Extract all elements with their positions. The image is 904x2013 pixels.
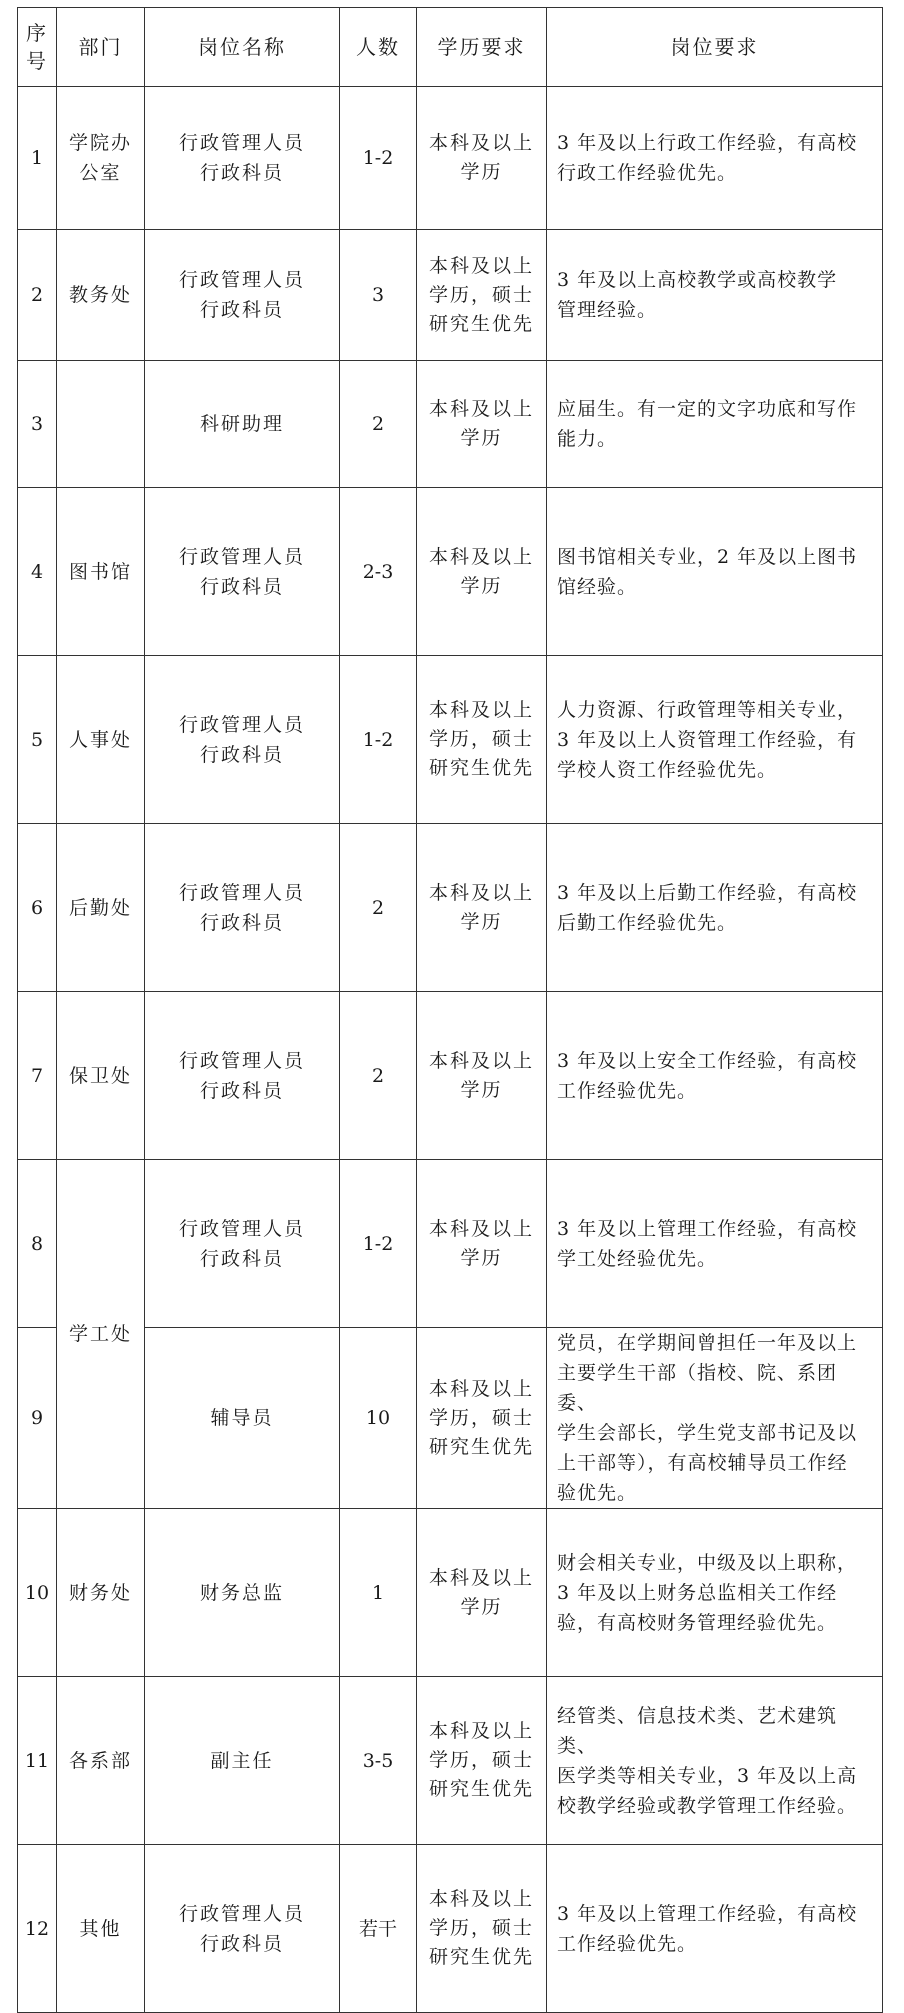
cell-count: 若干 — [340, 1845, 417, 2013]
header-education: 学历要求 — [417, 8, 547, 87]
cell-position: 财务总监 — [145, 1509, 340, 1677]
cell-requirements: 经管类、信息技术类、艺术建筑类、 医学类等相关专业，3 年及以上高 校教学经验或教学管理工作经验。 — [547, 1677, 883, 1845]
header-dept: 部门 — [57, 8, 145, 87]
cell-education: 本科及以上 学历 — [417, 361, 547, 488]
cell-index: 7 — [18, 992, 57, 1160]
cell-dept: 财务处 — [57, 1509, 145, 1677]
cell-position: 行政管理人员 行政科员 — [145, 230, 340, 361]
cell-index: 6 — [18, 824, 57, 992]
cell-index: 2 — [18, 230, 57, 361]
cell-position: 行政管理人员 行政科员 — [145, 87, 340, 230]
cell-dept: 教务处 — [57, 230, 145, 361]
cell-education: 本科及以上 学历，硕士 研究生优先 — [417, 230, 547, 361]
cell-count: 3 — [340, 230, 417, 361]
cell-position: 科研助理 — [145, 361, 340, 488]
cell-education: 本科及以上 学历，硕士 研究生优先 — [417, 1677, 547, 1845]
table-row — [18, 1328, 883, 1509]
header-index: 序号 — [18, 8, 57, 87]
table-row — [18, 87, 883, 230]
table-row — [18, 488, 883, 656]
cell-count: 10 — [340, 1328, 417, 1509]
cell-index: 9 — [18, 1328, 57, 1509]
cell-education: 本科及以上 学历，硕士 研究生优先 — [417, 656, 547, 824]
cell-count: 2 — [340, 361, 417, 488]
cell-position: 行政管理人员 行政科员 — [145, 656, 340, 824]
cell-count: 1-2 — [340, 1160, 417, 1328]
header-position: 岗位名称 — [145, 8, 340, 87]
cell-index: 11 — [18, 1677, 57, 1845]
cell-dept: 人事处 — [57, 656, 145, 824]
cell-count: 2-3 — [340, 488, 417, 656]
cell-dept — [57, 361, 145, 488]
cell-requirements: 3 年及以上安全工作经验，有高校 工作经验优先。 — [547, 992, 883, 1160]
cell-position: 行政管理人员 行政科员 — [145, 488, 340, 656]
cell-dept: 后勤处 — [57, 824, 145, 992]
header-count: 人数 — [340, 8, 417, 87]
cell-position: 行政管理人员 行政科员 — [145, 992, 340, 1160]
cell-position: 副主任 — [145, 1677, 340, 1845]
cell-education: 本科及以上 学历 — [417, 1509, 547, 1677]
cell-education: 本科及以上 学历 — [417, 824, 547, 992]
cell-count: 2 — [340, 824, 417, 992]
cell-dept: 其他 — [57, 1845, 145, 2013]
cell-requirements: 财会相关专业，中级及以上职称， 3 年及以上财务总监相关工作经 验，有高校财务管理经验优先。 — [547, 1509, 883, 1677]
table-row — [18, 656, 883, 824]
cell-requirements: 人力资源、行政管理等相关专业， 3 年及以上人资管理工作经验，有 学校人资工作经验优先。 — [547, 656, 883, 824]
cell-position: 辅导员 — [145, 1328, 340, 1509]
cell-education: 本科及以上 学历 — [417, 488, 547, 656]
cell-education: 本科及以上 学历 — [417, 992, 547, 1160]
recruitment-table — [17, 7, 883, 2013]
cell-education: 本科及以上 学历，硕士 研究生优先 — [417, 1328, 547, 1509]
cell-index: 4 — [18, 488, 57, 656]
table-row — [18, 1509, 883, 1677]
cell-dept: 图书馆 — [57, 488, 145, 656]
cell-requirements: 3 年及以上后勤工作经验，有高校 后勤工作经验优先。 — [547, 824, 883, 992]
table-row — [18, 1845, 883, 2013]
cell-requirements: 3 年及以上行政工作经验，有高校 行政工作经验优先。 — [547, 87, 883, 230]
cell-count: 1-2 — [340, 87, 417, 230]
cell-education: 本科及以上 学历，硕士 研究生优先 — [417, 1845, 547, 2013]
table-row — [18, 361, 883, 488]
cell-dept: 学工处 — [57, 1160, 145, 1509]
table-row — [18, 992, 883, 1160]
cell-index: 8 — [18, 1160, 57, 1328]
table-row — [18, 1677, 883, 1845]
table-row — [18, 824, 883, 992]
cell-dept: 保卫处 — [57, 992, 145, 1160]
header-requirements: 岗位要求 — [547, 8, 883, 87]
cell-count: 1 — [340, 1509, 417, 1677]
cell-count: 1-2 — [340, 656, 417, 824]
cell-requirements: 3 年及以上管理工作经验，有高校 学工处经验优先。 — [547, 1160, 883, 1328]
cell-requirements: 图书馆相关专业，2 年及以上图书 馆经验。 — [547, 488, 883, 656]
cell-count: 3-5 — [340, 1677, 417, 1845]
header-row — [18, 8, 883, 87]
cell-index: 10 — [18, 1509, 57, 1677]
cell-count: 2 — [340, 992, 417, 1160]
cell-requirements: 3 年及以上高校教学或高校教学 管理经验。 — [547, 230, 883, 361]
cell-index: 12 — [18, 1845, 57, 2013]
cell-requirements: 党员，在学期间曾担任一年及以上 主要学生干部（指校、院、系团委、 学生会部长，学生党支部书记及以 上干部等），有高校辅导员工作经 验优先。 — [547, 1328, 883, 1509]
cell-education: 本科及以上 学历 — [417, 87, 547, 230]
cell-index: 1 — [18, 87, 57, 230]
cell-requirements: 应届生。有一定的文字功底和写作 能力。 — [547, 361, 883, 488]
cell-position: 行政管理人员 行政科员 — [145, 1160, 340, 1328]
table-row — [18, 1160, 883, 1328]
cell-position: 行政管理人员 行政科员 — [145, 824, 340, 992]
cell-index: 3 — [18, 361, 57, 488]
cell-requirements: 3 年及以上管理工作经验，有高校 工作经验优先。 — [547, 1845, 883, 2013]
cell-position: 行政管理人员 行政科员 — [145, 1845, 340, 2013]
cell-dept: 各系部 — [57, 1677, 145, 1845]
cell-education: 本科及以上 学历 — [417, 1160, 547, 1328]
cell-index: 5 — [18, 656, 57, 824]
table-row — [18, 230, 883, 361]
cell-dept: 学院办 公室 — [57, 87, 145, 230]
